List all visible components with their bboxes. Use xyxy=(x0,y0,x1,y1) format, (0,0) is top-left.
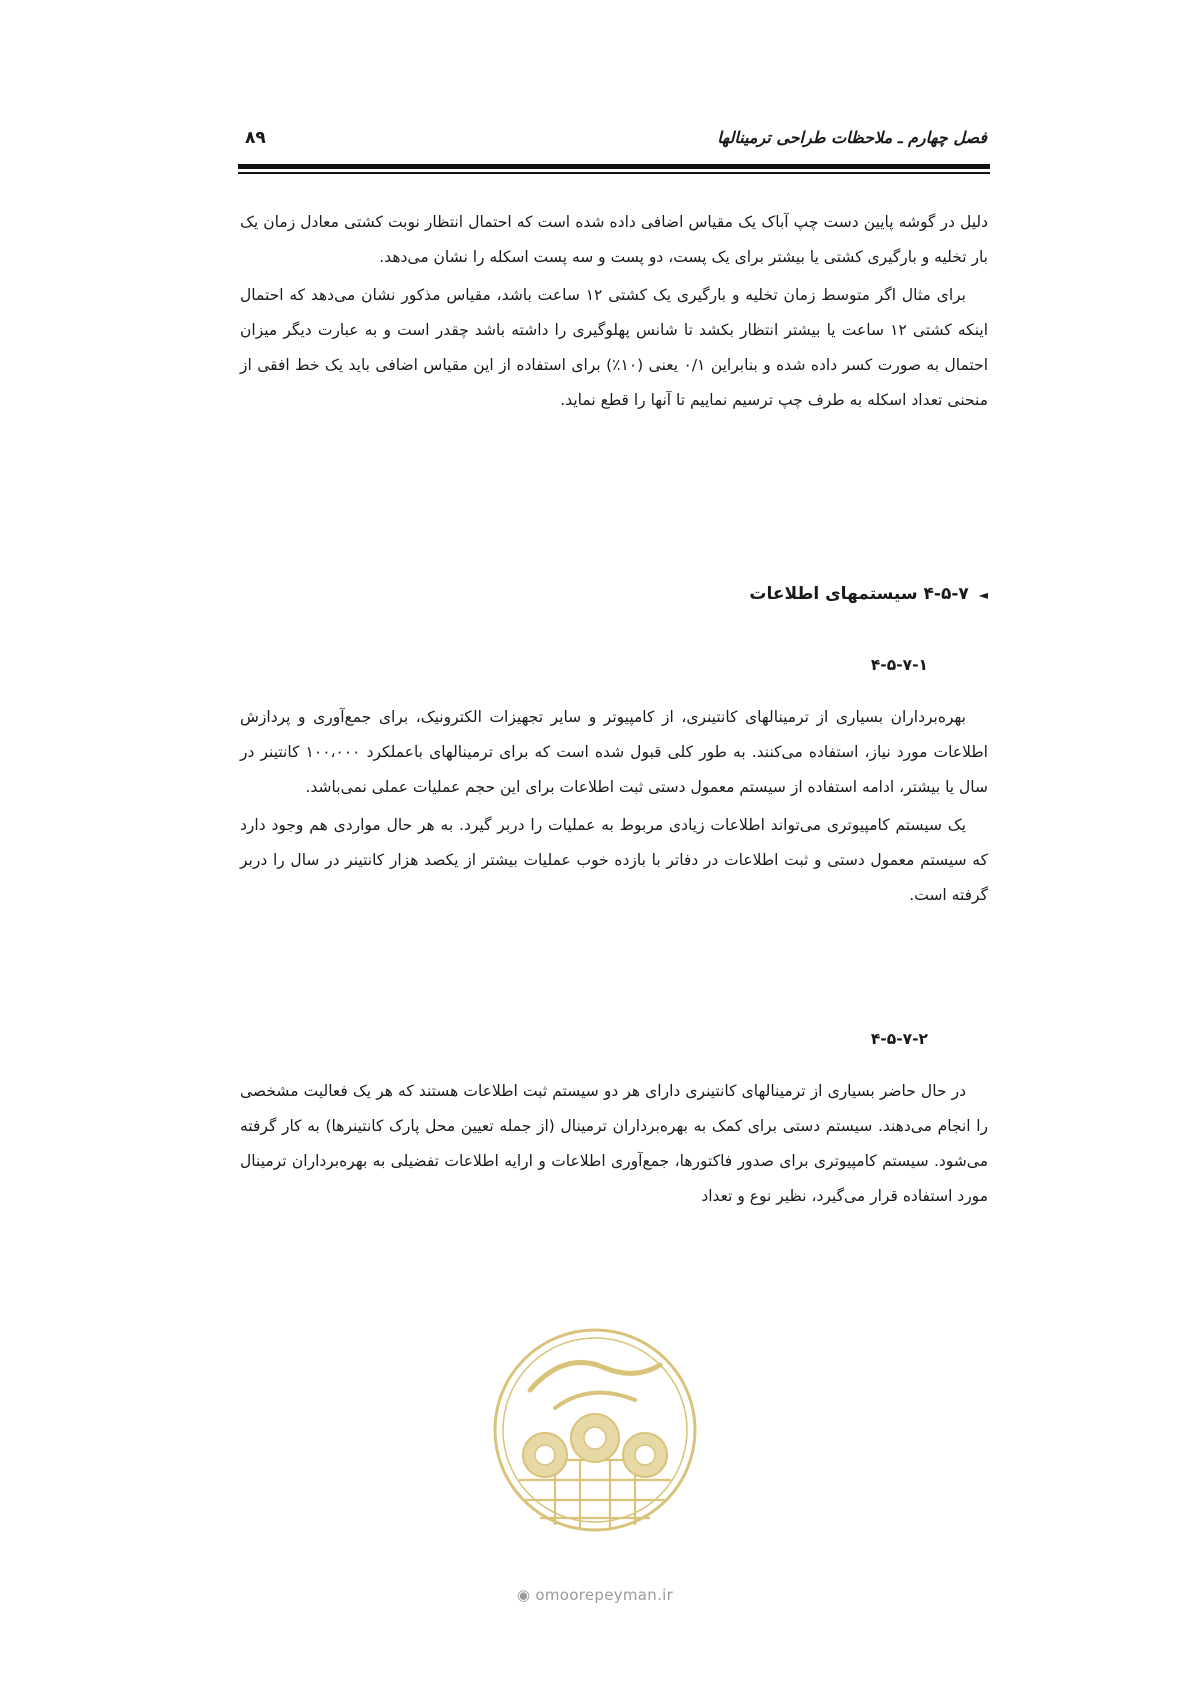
watermark-logo xyxy=(485,1320,705,1570)
section-marker-icon: ◄ xyxy=(978,588,988,602)
paragraph-1: دلیل در گوشه پایین دست چپ آباک یک مقیاس اضافی داده شده است که احتمال انتظار نوبت کشتی معادل زمان یک بار تخلیه و بارگیری کشتی یا بیشتر برای یک پست، دو پست و سه پست اسکله را نشان می‌دهد. xyxy=(240,213,988,266)
header-rule-thick xyxy=(238,164,990,169)
subheading-2: ۴-۵-۷-۲ xyxy=(870,1030,928,1048)
subheading-1: ۴-۵-۷-۱ xyxy=(870,656,928,674)
paragraph-5: در حال حاضر بسیاری از ترمینالهای کانتینری دارای هر دو سیستم ثبت اطلاعات هستند که هر یک فعالیت مشخصی را انجام می‌دهند. سیستم دستی برای کمک به بهره‌برداران ترمینال (از جمله تعیین محل پارک کانتینرها) به کار گرفته می‌شود. سیستم کامپیوتری برای صدور فاکتورها، جمع‌آوری اطلاعات و ارایه اطلاعات تفضیلی به بهره‌برداران ترمینال مورد استفاده قرار می‌گیرد، نظیر نوع و تعداد xyxy=(240,1082,988,1205)
running-title: فصل چهارم ـ ملاحظات طراحی ترمینالها xyxy=(717,128,987,147)
section-heading-text: ۴-۵-۷ سیستمهای اطلاعات xyxy=(749,584,969,604)
header-rule-thin xyxy=(238,172,990,174)
paragraph-2: برای مثال اگر متوسط زمان تخلیه و بارگیری یک کشتی ۱۲ ساعت باشد، مقیاس مذکور نشان می‌دهد که احتمال اینکه کشتی ۱۲ ساعت یا بیشتر انتظار بکشد تا شانس پهلوگیری را داشته باشد چقدر است و به عبارت دیگر میزان احتمال به صورت کسر داده شده و بنابراین ۰/۱ یعنی (۱۰٪) برای استفاده از این مقیاس اضافی باید یک خط افقی از منحنی تعداد اسکله به طرف چپ ترسیم نماییم تا آنها را قطع نماید. xyxy=(240,286,989,409)
body-text-bottom xyxy=(240,1074,988,1214)
watermark-url xyxy=(500,1586,690,1604)
watermark-url-text: omoorepeyman.ir xyxy=(535,1586,674,1604)
body-text-top xyxy=(240,205,988,418)
globe-icon: ◉ xyxy=(516,1586,531,1604)
section-heading xyxy=(749,584,988,604)
paragraph-3: بهره‌برداران بسیاری از ترمینالهای کانتینری، از کامپیوتر و سایر تجهیزات الکترونیک، برای جمع‌آوری و پردازش اطلاعات مورد نیاز، استفاده می‌کنند. به طور کلی قبول شده است که برای ترمینالهای باعملکرد ۱۰۰،۰۰۰ کانتینر در سال یا بیشتر، ادامه استفاده از سیستم معمول دستی ثبت اطلاعات برای این حجم عملیات عملی نمی‌باشد. xyxy=(240,708,988,796)
page-number: ۸۹ xyxy=(245,128,266,148)
body-text-middle xyxy=(240,700,988,913)
paragraph-4: یک سیستم کامپیوتری می‌تواند اطلاعات زیادی مربوط به عملیات را دربر گیرد. به هر حال مواردی هم وجود دارد که سیستم معمول دستی و ثبت اطلاعات در دفاتر با بازده خوب عملیات بیشتر از یکصد هزار کانتینر در سال را دربر گرفته است. xyxy=(240,816,988,904)
